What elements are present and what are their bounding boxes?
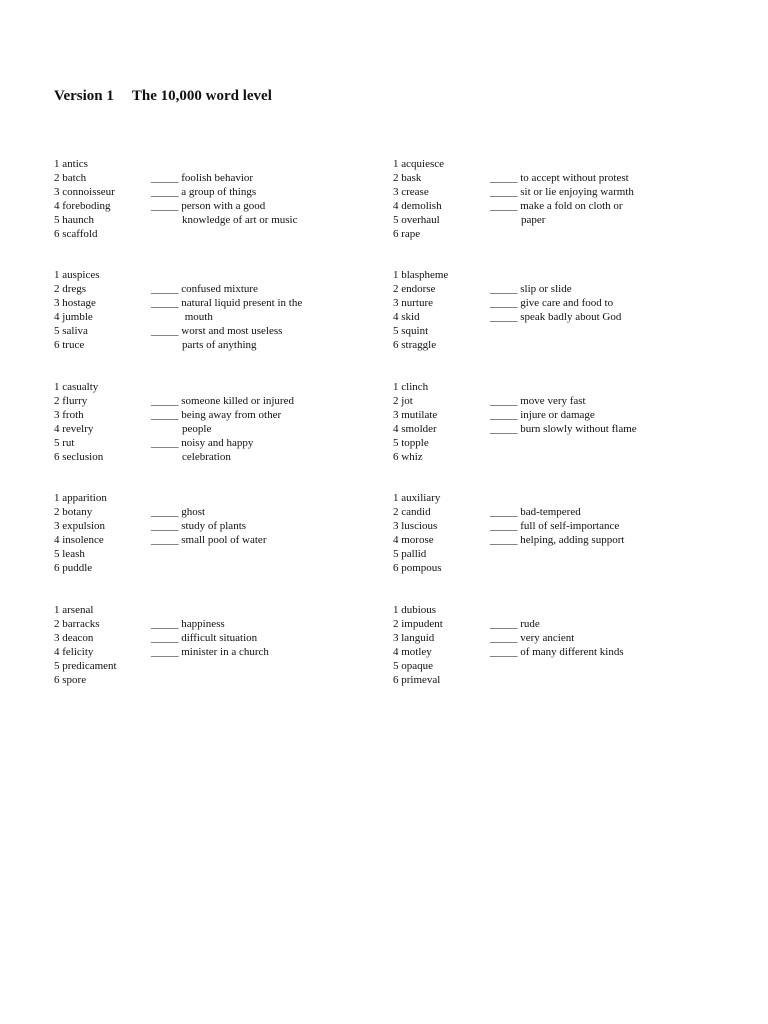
word-item: 5 squint xyxy=(393,325,429,338)
definition-text: happiness xyxy=(181,618,225,630)
definition-item xyxy=(151,338,302,352)
word-item: 6 puddle xyxy=(54,562,93,575)
definition-text: give care and food to xyxy=(520,297,614,310)
word-item: 3 luscious xyxy=(393,520,438,533)
definition-item xyxy=(490,282,621,296)
answer-blank[interactable]: _____ xyxy=(490,520,518,533)
definition-list xyxy=(490,282,621,324)
definition-item xyxy=(490,408,637,422)
word-item: 3 hostage xyxy=(54,297,96,310)
definition-item xyxy=(490,617,624,631)
definition-text: worst and most useless xyxy=(181,325,283,338)
definition-item xyxy=(151,296,302,310)
word-item: 3 languid xyxy=(393,632,435,645)
word-item: 1 acquiesce xyxy=(393,158,444,170)
definition-item xyxy=(490,185,634,199)
word-item: 6 seclusion xyxy=(54,451,104,464)
answer-blank[interactable]: _____ xyxy=(151,632,179,645)
definition-item xyxy=(151,519,266,533)
word-item: 2 candid xyxy=(393,506,431,519)
word-item: 6 whiz xyxy=(393,451,423,464)
word-item: 5 overhaul xyxy=(393,214,440,227)
definition-list xyxy=(490,505,624,547)
definition-item xyxy=(151,310,302,324)
definition-item xyxy=(151,199,297,213)
definition-list xyxy=(151,394,294,464)
word-list xyxy=(393,380,437,465)
definition-text: foolish behavior xyxy=(181,172,254,184)
answer-blank[interactable]: _____ xyxy=(151,186,179,199)
answer-blank[interactable]: _____ xyxy=(490,297,518,310)
word-item: 4 motley xyxy=(393,646,432,659)
definition-item xyxy=(490,505,624,519)
definition-item xyxy=(151,394,294,408)
word-item: 1 apparition xyxy=(54,492,107,504)
word-list xyxy=(393,157,444,242)
definition-list xyxy=(151,282,302,352)
definition-item xyxy=(151,505,266,519)
word-item: 3 deacon xyxy=(54,632,94,645)
definition-item xyxy=(490,296,621,310)
word-item: 6 spore xyxy=(54,674,87,687)
definition-list xyxy=(490,617,624,659)
answer-blank[interactable]: _____ xyxy=(490,618,518,630)
definition-item xyxy=(151,171,297,185)
word-item: 2 jot xyxy=(393,395,413,408)
answer-blank[interactable]: _____ xyxy=(151,520,179,533)
word-item: 1 clinch xyxy=(393,381,429,393)
definition-text: difficult situation xyxy=(181,632,258,645)
answer-blank[interactable]: _____ xyxy=(151,297,179,310)
definition-item xyxy=(490,631,624,645)
definition-text: celebration xyxy=(182,451,231,464)
definition-item xyxy=(151,436,294,450)
word-item: 1 dubious xyxy=(393,604,437,616)
title-level: The 10,000 word level xyxy=(131,88,272,104)
definition-text: move very fast xyxy=(520,395,586,407)
definition-text: natural liquid present in the xyxy=(181,297,303,310)
answer-blank[interactable]: _____ xyxy=(490,200,518,213)
word-item: 4 morose xyxy=(393,534,434,547)
word-item: 1 casualty xyxy=(54,381,99,393)
definition-item xyxy=(151,450,294,464)
answer-blank[interactable]: _____ xyxy=(151,409,179,422)
definition-item xyxy=(490,310,621,324)
definition-item xyxy=(151,324,302,338)
definition-text: person with a good xyxy=(181,200,266,213)
definition-text: being away from other xyxy=(181,409,282,422)
definition-item xyxy=(490,213,634,227)
answer-blank[interactable]: _____ xyxy=(490,534,518,547)
page-title xyxy=(54,88,272,105)
word-list xyxy=(393,491,442,576)
definition-text: slip or slide xyxy=(520,283,572,295)
word-item: 3 crease xyxy=(393,186,429,199)
answer-blank[interactable]: _____ xyxy=(490,311,518,324)
word-item: 4 insolence xyxy=(54,534,104,547)
word-item: 6 rape xyxy=(393,228,421,241)
answer-blank[interactable]: _____ xyxy=(151,395,179,407)
word-block xyxy=(54,491,394,577)
definition-item xyxy=(151,185,297,199)
definition-list xyxy=(490,394,637,436)
definition-list xyxy=(151,505,266,547)
definition-text: paper xyxy=(521,214,546,227)
answer-blank[interactable]: _____ xyxy=(151,506,179,518)
definition-item xyxy=(151,422,294,436)
definition-list xyxy=(490,171,634,227)
word-item: 4 foreboding xyxy=(54,200,111,213)
definition-text: noisy and happy xyxy=(181,437,254,450)
word-item: 1 arsenal xyxy=(54,604,94,616)
definition-item xyxy=(151,645,269,659)
definition-text: a group of things xyxy=(181,186,257,199)
answer-blank[interactable]: _____ xyxy=(490,409,518,422)
word-item: 5 haunch xyxy=(54,214,95,227)
word-list xyxy=(54,268,100,353)
answer-blank[interactable]: _____ xyxy=(151,618,179,630)
word-item: 4 felicity xyxy=(54,646,94,659)
word-item: 5 saliva xyxy=(54,325,88,338)
word-item: 3 expulsion xyxy=(54,520,106,533)
answer-blank[interactable]: _____ xyxy=(151,646,179,659)
word-item: 3 froth xyxy=(54,409,84,422)
definition-text: knowledge of art or music xyxy=(182,214,298,227)
word-item: 5 leash xyxy=(54,548,85,561)
word-item: 3 connoisseur xyxy=(54,186,115,199)
word-item: 5 pallid xyxy=(393,548,427,561)
definition-item xyxy=(490,519,624,533)
word-item: 4 smolder xyxy=(393,423,437,436)
definition-item xyxy=(151,408,294,422)
word-list xyxy=(393,268,448,353)
definition-text: people xyxy=(182,423,212,436)
answer-blank[interactable]: _____ xyxy=(490,395,518,407)
word-item: 5 opaque xyxy=(393,660,434,673)
word-block xyxy=(393,268,733,354)
word-item: 5 rut xyxy=(54,437,75,450)
definition-text: small pool of water xyxy=(181,534,267,547)
word-item: 4 demolish xyxy=(393,200,442,213)
answer-blank[interactable]: _____ xyxy=(151,437,179,450)
definition-item xyxy=(490,645,624,659)
word-list xyxy=(393,603,443,688)
word-item: 6 pompous xyxy=(393,562,442,575)
word-item: 6 scaffold xyxy=(54,228,98,241)
word-item: 1 auxiliary xyxy=(393,492,441,504)
answer-blank[interactable]: _____ xyxy=(490,646,518,659)
word-item: 1 blaspheme xyxy=(393,269,449,281)
definition-text: confused mixture xyxy=(181,283,258,295)
word-list xyxy=(54,380,103,465)
answer-blank[interactable]: _____ xyxy=(490,186,518,199)
word-item: 6 truce xyxy=(54,339,85,352)
definition-text: parts of anything xyxy=(182,339,257,352)
answer-blank[interactable]: _____ xyxy=(490,283,518,295)
word-block xyxy=(54,157,394,243)
definition-text: minister in a church xyxy=(181,646,269,659)
definition-item xyxy=(490,171,634,185)
answer-blank[interactable]: _____ xyxy=(151,534,179,547)
word-item: 2 endorse xyxy=(393,283,436,296)
answer-blank[interactable]: _____ xyxy=(490,506,518,518)
definition-item xyxy=(151,533,266,547)
answer-blank[interactable]: _____ xyxy=(490,632,518,645)
answer-blank[interactable]: _____ xyxy=(151,200,179,213)
word-item: 1 antics xyxy=(54,158,88,170)
word-item: 6 primeval xyxy=(393,674,441,687)
definition-text: sit or lie enjoying warmth xyxy=(520,186,634,199)
definition-list xyxy=(151,617,269,659)
word-list xyxy=(54,491,107,576)
word-block xyxy=(393,603,733,689)
definition-text: full of self-importance xyxy=(520,520,620,533)
definition-item xyxy=(490,422,637,436)
answer-blank[interactable]: _____ xyxy=(490,172,518,184)
word-item: 4 revelry xyxy=(54,423,94,436)
definition-text: speak badly about God xyxy=(520,311,622,324)
answer-blank[interactable]: _____ xyxy=(151,325,179,338)
definition-text: rude xyxy=(520,618,540,630)
definition-item xyxy=(490,394,637,408)
definition-text: someone killed or injured xyxy=(181,395,294,407)
word-item: 2 barracks xyxy=(54,618,100,631)
definition-text: make a fold on cloth or xyxy=(520,200,623,213)
word-item: 5 predicament xyxy=(54,660,117,673)
definition-item xyxy=(151,631,269,645)
title-version: Version 1 xyxy=(54,88,114,104)
word-block xyxy=(393,157,733,243)
definition-text: mouth xyxy=(182,311,213,324)
word-item: 3 nurture xyxy=(393,297,434,310)
definition-item xyxy=(490,199,634,213)
word-item: 2 batch xyxy=(54,172,87,185)
answer-blank[interactable]: _____ xyxy=(151,283,179,295)
definition-text: to accept without protest xyxy=(520,172,629,184)
definition-item xyxy=(151,282,302,296)
definition-text: burn slowly without flame xyxy=(520,423,637,436)
word-item: 2 bask xyxy=(393,172,422,185)
word-block xyxy=(54,268,394,354)
word-block xyxy=(393,380,733,466)
definition-text: ghost xyxy=(181,506,206,518)
word-item: 5 topple xyxy=(393,437,429,450)
definition-text: of many different kinds xyxy=(520,646,624,659)
definition-item xyxy=(490,533,624,547)
word-list xyxy=(54,157,115,242)
word-block xyxy=(393,491,733,577)
answer-blank[interactable]: _____ xyxy=(151,172,179,184)
definition-text: injure or damage xyxy=(520,409,595,422)
definition-text: bad-tempered xyxy=(520,506,581,518)
definition-item xyxy=(151,617,269,631)
word-item: 6 straggle xyxy=(393,339,437,352)
definition-text: very ancient xyxy=(520,632,575,645)
word-item: 4 jumble xyxy=(54,311,93,324)
word-item: 4 skid xyxy=(393,311,420,324)
word-item: 2 dregs xyxy=(54,283,87,296)
word-block xyxy=(54,603,394,689)
word-item: 2 impudent xyxy=(393,618,443,631)
word-list xyxy=(54,603,117,688)
word-item: 2 flurry xyxy=(54,395,88,408)
word-item: 1 auspices xyxy=(54,269,100,281)
answer-blank[interactable]: _____ xyxy=(490,423,518,436)
word-block xyxy=(54,380,394,466)
definition-list xyxy=(151,171,297,227)
definition-item xyxy=(151,213,297,227)
word-item: 3 mutilate xyxy=(393,409,438,422)
word-item: 2 botany xyxy=(54,506,93,519)
definition-text: helping, adding support xyxy=(520,534,625,547)
definition-text: study of plants xyxy=(181,520,247,533)
